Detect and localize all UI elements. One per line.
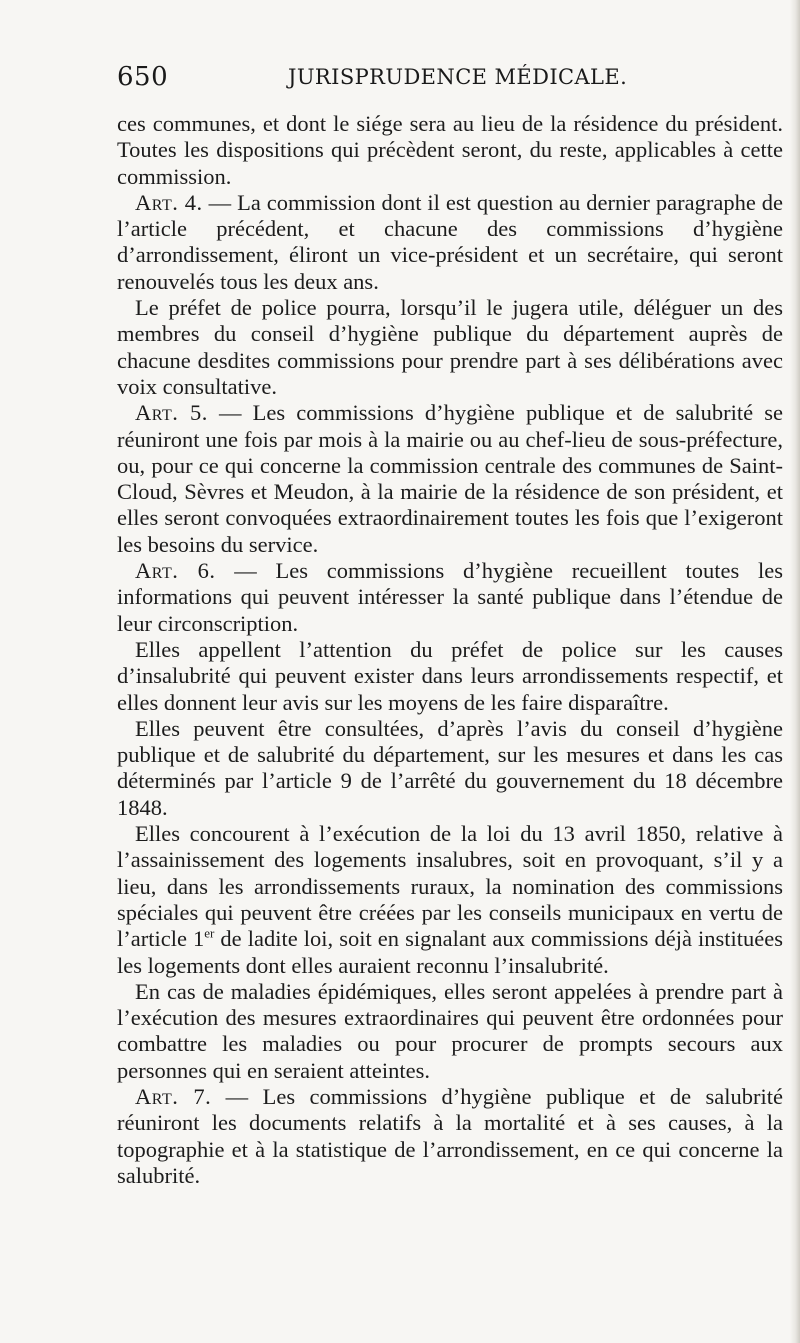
paragraph-text: Elles appellent l’attention du préfet de police sur les causes d’insalubrité qui peuvent exister dans leurs arrondissements respectif, et elles donnent leur avis sur les moyens de les faire disparaître.: [117, 636, 783, 715]
article-label: Art. 6.: [135, 558, 216, 584]
article-label: Art. 5.: [135, 400, 208, 426]
page-edge-shadow: [790, 0, 800, 1343]
header-title: JURISPRUDENCE MÉDICALE.: [288, 65, 628, 89]
paragraph-prefet-delegation: [117, 295, 783, 400]
paragraph-article-6: [117, 558, 783, 637]
paragraph-article-7: [117, 1084, 783, 1189]
superscript-er: er: [204, 925, 215, 941]
page-number: 650: [117, 62, 169, 92]
paragraph-text: — Les commissions d’hygiène publique et de salubrité réuniront les documents relatifs à la mortalité et à ses causes, à la topographie et à la statistique de l’arrondissement, en ce qui concerne la salubrité.: [117, 1083, 784, 1188]
paragraph-text: Elles concourent à l’exécution de la loi du 13 avril 1850, relative à l’assainissement des logements insalubres, soit en provoquant, s’il y a lieu, dans les arrondissements ruraux, la nomination des commissions spéciales qui peuvent être créées par les conseils municipaux en vertu de l’article 1: [117, 821, 783, 952]
paragraph-consultation: [117, 716, 783, 821]
paragraph-insalubrite: [117, 637, 783, 716]
paragraph-text: — Les commissions d’hygiène recueillent toutes les informations qui peuvent intéresser la santé publique dans l’étendue de leur circonscription.: [117, 558, 783, 636]
paragraph-text: Elles peuvent être consultées, d’après l’avis du conseil d’hygiène publique et de salubrité du département, sur les mesures et dans les cas déterminés par l’article 9 de l’arrêté du gouvernement du 18 décembre 1848.: [117, 715, 783, 820]
paragraph-loi-1850: [117, 821, 783, 979]
paragraph-text: Le préfet de police pourra, lorsqu’il le jugera utile, déléguer un des membres du conseil d’hygiène publique du département auprès de chacune desdites commissions pour prendre part à ses délibérations avec voix consultative.: [117, 295, 783, 399]
paragraph-epidemies: [117, 979, 783, 1084]
paragraph-text-after: de ladite loi, soit en signalant aux commissions déjà instituées les logements dont elles auraient reconnu l’insalubrité.: [117, 926, 784, 978]
paragraph-text: En cas de maladies épidémiques, elles seront appelées à prendre part à l’exécution des mesures extraordinaires qui peuvent être ordonnées pour combattre les maladies ou pour procurer de prompts secours aux personnes qui en seraient atteintes.: [117, 978, 783, 1083]
paragraph-article-5: [117, 400, 783, 558]
article-label: Art. 7.: [135, 1083, 212, 1109]
paragraph-continuation: [117, 111, 783, 190]
article-label: Art. 4.: [135, 189, 203, 215]
paragraph-text: — Les commissions d’hygiène publique et de salubrité se réuniront une fois par mois à la mairie ou au chef-lieu de sous-préfecture, ou, pour ce qui concerne la commission centrale des communes de Saint-Cloud, Sèvres et Meudon, à la mairie de la résidence de son président, et elles seront convoquées extraordinairement toutes les fois que l’exigeront les besoins du service.: [117, 400, 783, 557]
running-head: [117, 62, 783, 96]
paragraph-text: — La commission dont il est question au dernier paragraphe de l’article précédent, et chacune des commissions d’hygiène d’arrondissement, éliront un vice-président et un secrétaire, qui seront renouvelés tous les deux ans.: [117, 189, 783, 294]
paragraph-text: ces communes, et dont le siége sera au lieu de la résidence du président. Toutes les dispositions qui précèdent seront, du reste, applicables à cette commission.: [117, 111, 783, 189]
body-text: [117, 111, 783, 1189]
paragraph-article-4: [117, 190, 783, 295]
